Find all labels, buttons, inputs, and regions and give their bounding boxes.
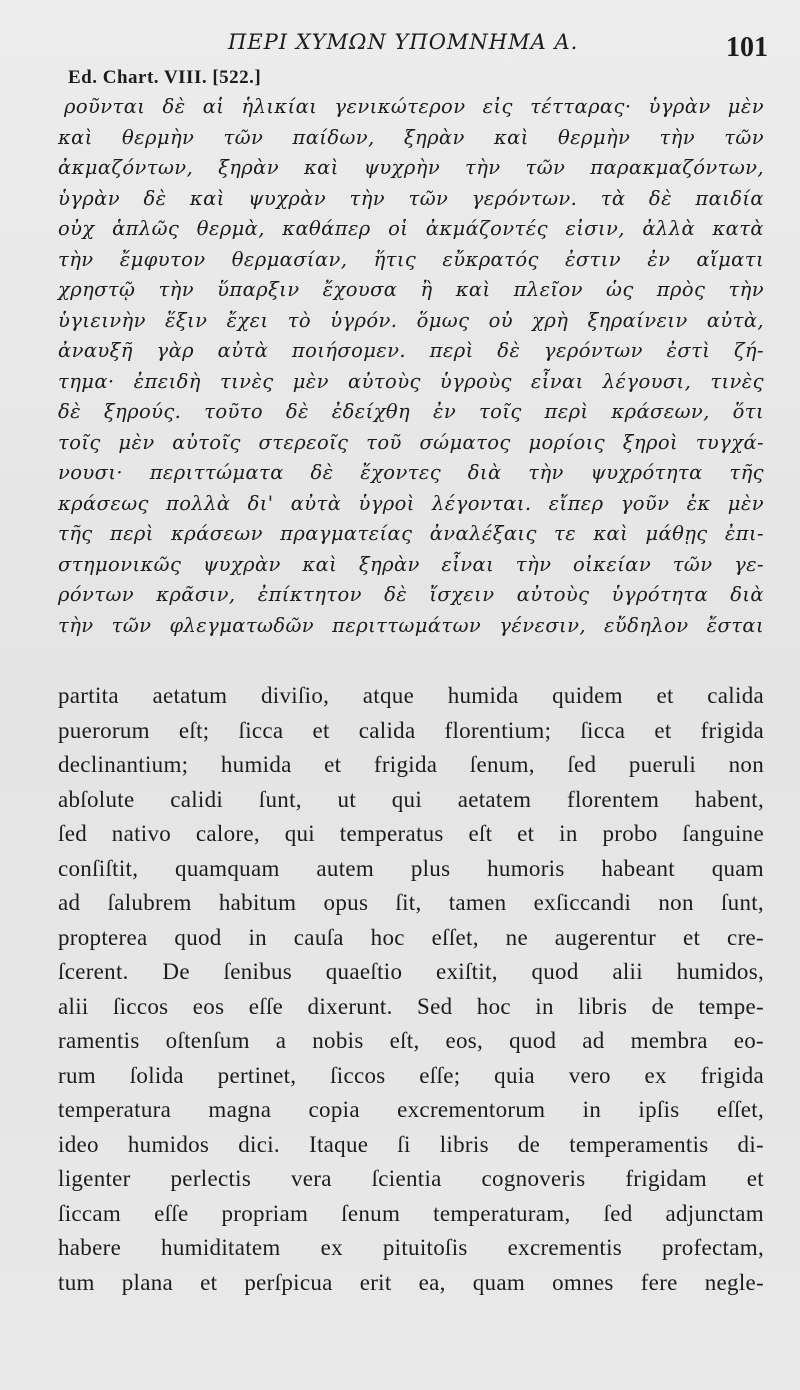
column-gap <box>58 641 768 679</box>
greek-text-line: κράσεως πολλὰ δι' αὐτὰ ὑγροὶ λέγονται. εἴπερ γοῦν ἐκ μὲν <box>58 491 764 515</box>
greek-text-line: καὶ θερμὴν τῶν παίδων, ξηρὰν καὶ θερμὴν τὴν τῶν <box>58 125 764 149</box>
latin-text-line: rum ſolida pertinet, ſiccos eſſe; quia vero ex frigida <box>58 1062 764 1088</box>
greek-text-line: οὐχ ἁπλῶς θερμὰ, καθάπερ οἱ ἀκμάζοντές εἰσιν, ἀλλὰ κατὰ <box>58 217 764 240</box>
latin-text-line: declinantium; humida et frigida ſenum, ſed pueruli non <box>58 752 764 777</box>
latin-text-line: propterea quod in cauſa hoc eſſet, ne augerentur et cre- <box>58 924 764 950</box>
latin-text-line: temperatura magna copia excrementorum in ipſis eſſet, <box>58 1097 764 1122</box>
latin-text-line: alii ſiccos eos eſſe dixerunt. Sed hoc in libris de tempe- <box>58 993 764 1019</box>
greek-text-line: στημονικῶς ψυχρὰν καὶ ξηρὰν εἶναι τὴν οἰκείαν τῶν γε- <box>58 552 764 576</box>
greek-text-line: ἀναυξῆ γὰρ αὐτὰ ποιήσομεν. περὶ δὲ γερόντων ἐστὶ ζή- <box>58 339 764 362</box>
greek-text-line: ὑγιεινὴν ἕξιν ἔχει τὸ ὑγρόν. ὅμως οὐ χρὴ ξηραίνειν αὐτὰ, <box>58 308 764 332</box>
latin-text-line: ſiccam eſſe propriam ſenum temperaturam, ſed adjunctam <box>58 1200 764 1226</box>
greek-text-block <box>58 92 768 641</box>
greek-text-line: νουσι· περιττώματα δὲ ἔχοντες διὰ τὴν ψυχρότητα τῆς <box>58 461 764 484</box>
greek-text-line: τημα· ἐπειδὴ τινὲς μὲν αὐτοὺς ὑγροὺς εἶναι λέγουσι, τινὲς <box>58 369 764 393</box>
greek-text-line: ροῦνται δὲ αἱ ἡλικίαι γενικώτερον εἰς τέτταρας· ὑγρὰν μὲν <box>64 95 764 118</box>
latin-text-line: tum plana et perſpicua erit ea, quam omnes fere negle- <box>58 1269 764 1295</box>
greek-text-line: τῆς περὶ κράσεων πραγματείας ἀναλέξαις τε καὶ μάθῃς ἐπι- <box>58 522 764 545</box>
latin-text-line: ideo humidos dici. Itaque ſi libris de temperamentis di- <box>58 1131 764 1157</box>
latin-text-line: partita aetatum diviſio, atque humida quidem et calida <box>58 683 764 708</box>
edition-reference: Ed. Chart. VIII. [522.] <box>68 67 262 88</box>
latin-text-line: ad ſalubrem habitum opus ſit, tamen exſiccandi non ſunt, <box>58 890 764 915</box>
greek-text-line: ἀκμαζόντων, ξηρὰν καὶ ψυχρὴν τὴν τῶν παρακμαζόντων, <box>58 156 764 179</box>
greek-text-line: ὑγρὰν δὲ καὶ ψυχρὰν τὴν τῶν γερόντων. τὰ δὲ παιδία <box>58 186 764 210</box>
greek-text-line: δὲ ξηρούς. τοῦτο δὲ ἐδείχθη ἐν τοῖς περὶ κράσεων, ὅτι <box>58 400 764 423</box>
latin-text-line: ramentis oſtenſum a nobis eſt, eos, quod ad membra eo- <box>58 1028 764 1053</box>
latin-text-line: ſed nativo calore, qui temperatus eſt et in probo ſanguine <box>58 821 764 846</box>
page-number: 101 <box>726 32 768 63</box>
latin-text-block <box>58 679 768 1300</box>
latin-text-line: abſolute calidi ſunt, ut qui aetatem florentem habent, <box>58 786 764 812</box>
greek-text-line: τὴν τῶν φλεγματωδῶν περιττωμάτων γένεσιν, εὔδηλον ἔσται <box>58 613 764 637</box>
latin-text-line: ligenter perlectis vera ſcientia cognoveris frigidam et <box>58 1166 764 1191</box>
latin-text-line: habere humiditatem ex pituitoſis excrementis profectam, <box>58 1235 764 1260</box>
greek-text-line: τοῖς μὲν αὐτοῖς στερεοῖς τοῦ σώματος μορίοις ξηροὶ τυγχά- <box>58 430 764 454</box>
latin-text-line: conſiſtit, quamquam autem plus humoris habeant quam <box>58 855 764 881</box>
greek-text-line: χρηστῷ τὴν ὕπαρξιν ἔχουσα ἢ καὶ πλεῖον ὡς πρὸς τὴν <box>58 278 764 301</box>
greek-text-line: ρόντων κρᾶσιν, ἐπίκτητον δὲ ἴσχειν αὐτοὺς ὑγρότητα διὰ <box>58 583 764 606</box>
latin-text-line: puerorum eſt; ſicca et calida florentium; ſicca et frigida <box>58 717 764 743</box>
greek-text-line: τὴν ἔμφυτον θερμασίαν, ἥτις εὔκρατός ἐστιν ἐν αἵματι <box>58 247 764 271</box>
latin-text-line: ſcerent. De ſenibus quaeſtio exiſtit, quod alii humidos, <box>58 959 764 984</box>
running-header <box>58 24 768 66</box>
running-title: ΠΕΡΙ ΧΥΜΩΝ ΥΠΟΜΝΗΜΑ Α. <box>228 30 579 54</box>
